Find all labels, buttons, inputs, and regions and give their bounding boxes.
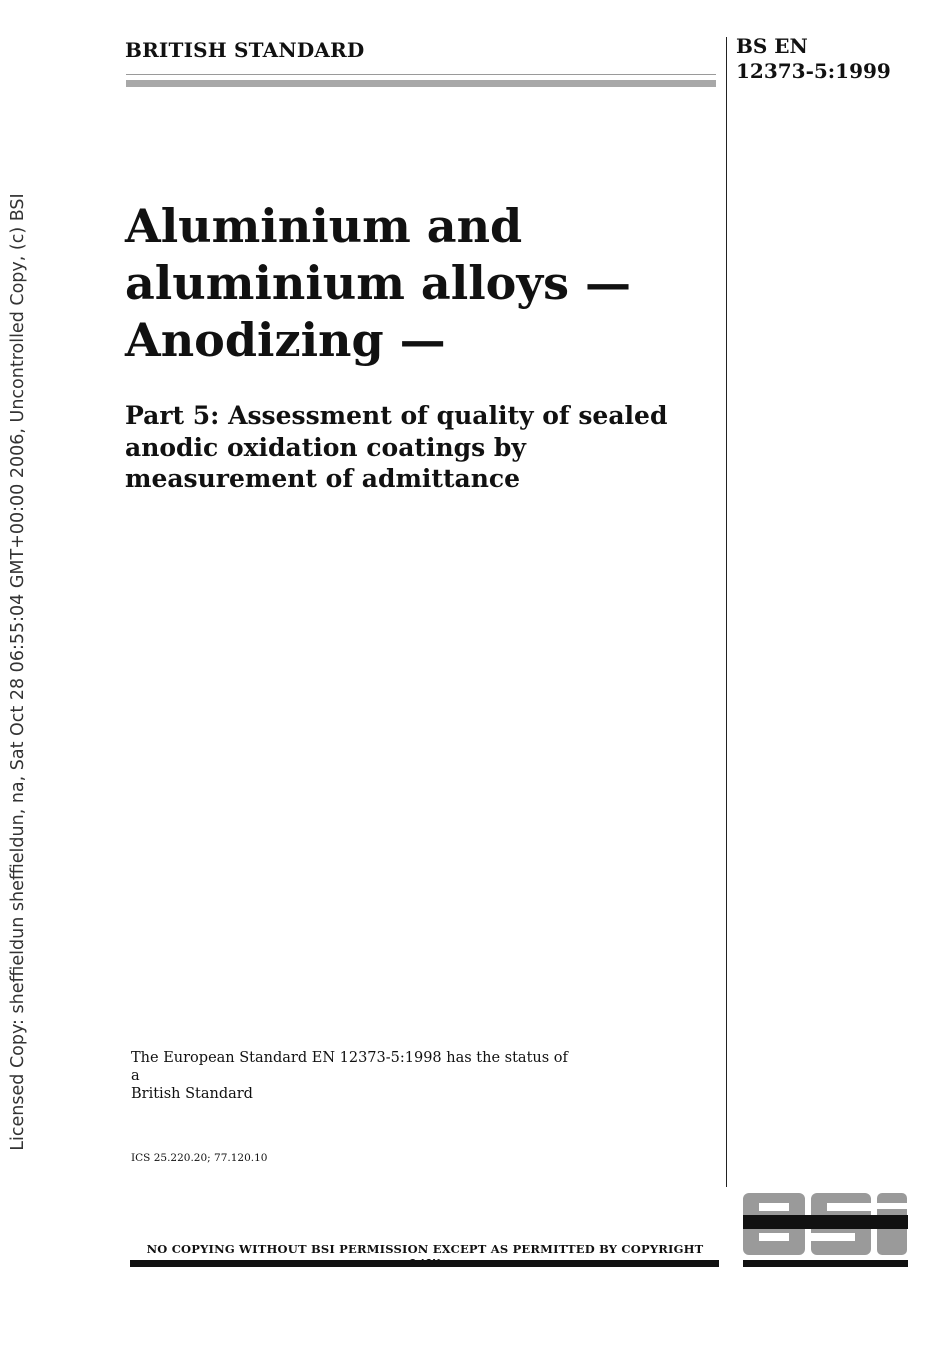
document-subtitle (125, 400, 715, 495)
document-number-line-1: BS EN (736, 34, 808, 58)
bsi-logo (743, 1193, 908, 1255)
subtitle-line-2: anodic oxidation coatings by (125, 432, 526, 462)
title-line-3: Anodizing — (125, 313, 446, 367)
license-watermark: Licensed Copy: sheffieldun sheffieldun, na, Sat Oct 28 06:55:04 GMT+00:00 2006, Uncontrolled Copy, (c) BSI (8, 193, 28, 1151)
copyright-notice: NO COPYING WITHOUT BSI PERMISSION EXCEPT AS PERMITTED BY COPYRIGHT (146, 1242, 704, 1256)
status-note-line-1: The European Standard EN 12373-5:1998 has the status of a (131, 1050, 568, 1084)
vertical-divider (726, 37, 727, 1187)
subtitle-line-3: measurement of admittance (125, 464, 521, 493)
header-thin-rule (126, 74, 716, 75)
document-title (125, 198, 715, 369)
standard-type-label: BRITISH STANDARD (125, 38, 365, 62)
title-line-2: aluminium alloys — (125, 256, 631, 310)
footer-black-bar (130, 1260, 719, 1267)
status-note (131, 1049, 571, 1103)
title-line-1: Aluminium and (125, 199, 523, 253)
status-note-line-2: British Standard (131, 1086, 253, 1102)
header-grey-bar (126, 80, 716, 87)
logo-underline-bar (743, 1260, 908, 1267)
document-number-line-2: 12373-5:1999 (736, 59, 891, 83)
document-number (736, 34, 891, 84)
ics-code: ICS 25.220.20; 77.120.10 (131, 1152, 268, 1164)
subtitle-line-1: Part 5: Assessment of quality of sealed (125, 401, 668, 430)
